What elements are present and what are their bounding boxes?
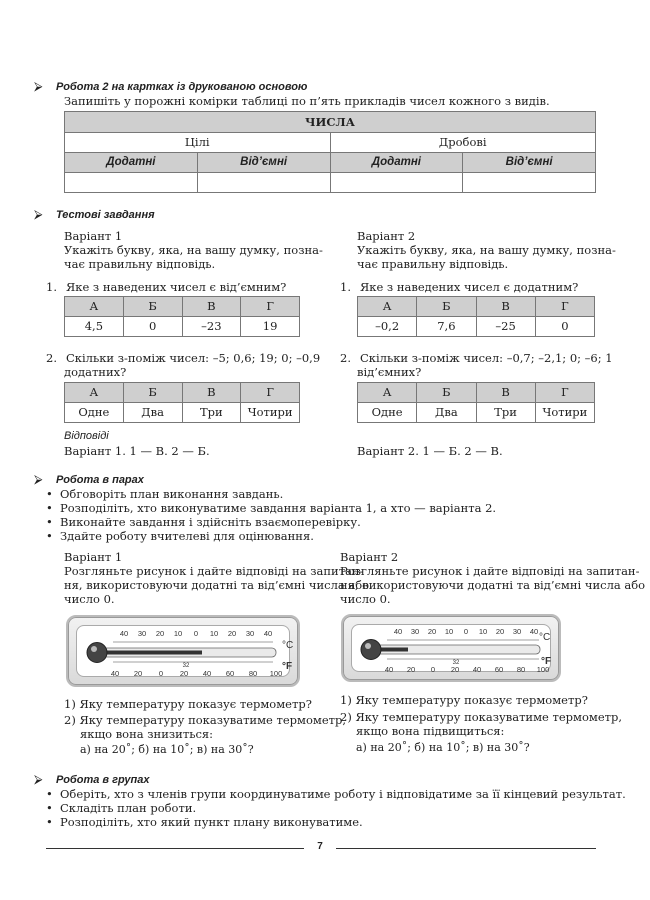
table-col: Додатні xyxy=(65,153,198,173)
question-text: якщо вона підвищиться: xyxy=(356,724,505,738)
answer-value: Чотири xyxy=(241,403,300,423)
bullet-icon: • xyxy=(46,501,53,515)
arrowhead-icon: ⮚ xyxy=(34,472,43,486)
scale-c-label: 10 xyxy=(478,627,488,636)
question-text: Яке з наведених чисел є додатним? xyxy=(360,280,579,294)
answer-value: Два xyxy=(417,403,476,423)
scale-c-label: 0 xyxy=(463,627,469,636)
task-text: Розгляньте рисунок і дайте відповіді на запитан- xyxy=(64,564,364,578)
answer-letter: А xyxy=(358,297,417,317)
scale-c-label: 20 xyxy=(427,627,437,636)
answer-value: 4,5 xyxy=(65,317,124,337)
list-item xyxy=(46,801,196,815)
list-item-text: Оберіть, хто з членів групи координуватиме роботу і відповідатиме за її кінцевий результат. xyxy=(60,787,626,801)
thermometer-mercury xyxy=(102,651,202,655)
scale-c-label: 10 xyxy=(209,629,219,638)
answer-letter: Б xyxy=(417,383,476,403)
answer-letter: В xyxy=(476,383,535,403)
task-text: ня, використовуючи додатні та від’ємні числа або xyxy=(340,578,646,592)
thermometer-bulb xyxy=(87,643,107,663)
answer-value: Три xyxy=(182,403,241,423)
answer-letter: Б xyxy=(417,297,476,317)
answer-value: Три xyxy=(476,403,535,423)
bullet-icon: • xyxy=(46,801,53,815)
scale-c-label: 40 xyxy=(529,627,539,636)
arrowhead-icon: ⮚ xyxy=(34,79,43,93)
scale-c-label: 40 xyxy=(393,627,403,636)
scale-f-label: 80 xyxy=(248,669,258,678)
bullet-icon: • xyxy=(46,529,53,543)
answer-value: Чотири xyxy=(535,403,594,423)
answer-letter: Г xyxy=(241,383,300,403)
variant-label: Варіант 2 xyxy=(357,229,416,243)
thermometer xyxy=(66,615,300,687)
scale-c-label: 0 xyxy=(193,629,199,638)
answers-label: Відповіді xyxy=(64,430,109,442)
answer-value: –23 xyxy=(182,317,241,337)
thermometer-bulb xyxy=(361,640,381,660)
scale-32-label: 32 xyxy=(452,660,460,666)
instruction-line: Укажіть букву, яка, на вашу думку, позна- xyxy=(357,243,616,257)
question xyxy=(46,351,320,365)
question-text: Скільки з-поміж чисел: –0,7; –2,1; 0; –6; 1 xyxy=(360,351,613,365)
list-item xyxy=(46,815,363,829)
footer-rule xyxy=(46,848,304,849)
task-text: число 0. xyxy=(340,592,391,606)
scale-c-label: 30 xyxy=(245,629,255,638)
footer-rule xyxy=(336,848,596,849)
scale-c-label: 30 xyxy=(410,627,420,636)
scale-f-label: 0 xyxy=(158,669,164,678)
work2-instruction: Запишіть у порожні комірки таблиці по п’ять прикладів чисел кожного з видів. xyxy=(64,94,550,108)
answer-letter: Г xyxy=(535,383,594,403)
scale-f-label: 20 xyxy=(179,669,189,678)
answer-letter: Б xyxy=(123,297,182,317)
answer-value: Одне xyxy=(65,403,124,423)
scale-f-label: 40 xyxy=(110,669,120,678)
list-item-text: Обговоріть план виконання завдань. xyxy=(60,487,284,501)
section-work2-header: ⮚ Робота 2 на картках із друкованою основою xyxy=(34,79,308,93)
answer-value: 0 xyxy=(535,317,594,337)
bullet-icon: • xyxy=(46,515,53,529)
answer-letter: В xyxy=(182,383,241,403)
task-text: Розгляньте рисунок і дайте відповіді на запитан- xyxy=(340,564,640,578)
scale-f-label: 40 xyxy=(202,669,212,678)
answer-letter: А xyxy=(358,383,417,403)
scale-f-label: 20 xyxy=(406,665,416,674)
question-text: Скільки з-поміж чисел: –5; 0,6; 19; 0; –0,9 xyxy=(66,351,321,365)
scale-c-label: 40 xyxy=(119,629,129,638)
question-text: 1) Яку температуру показує термометр? xyxy=(340,693,588,707)
answer-letter: Б xyxy=(123,383,182,403)
scale-c-label: 10 xyxy=(444,627,454,636)
answer-value: –0,2 xyxy=(358,317,417,337)
bullet-icon: • xyxy=(46,815,53,829)
scale-f-label: 60 xyxy=(494,665,504,674)
list-item xyxy=(46,515,361,529)
table-col: Від’ємні xyxy=(463,153,596,173)
thermometer xyxy=(341,614,561,682)
bullet-icon: • xyxy=(46,487,53,501)
task-text: число 0. xyxy=(64,592,115,606)
question-options: а) на 20˚; б) на 10˚; в) на 30˚? xyxy=(356,741,530,754)
thermometer-scale xyxy=(68,617,302,689)
answer-table xyxy=(357,296,595,337)
fahrenheit-label: °F xyxy=(282,661,293,672)
table-head: ЧИСЛА xyxy=(65,112,596,133)
question-number: 2. xyxy=(46,351,57,365)
question-number: 2. xyxy=(340,351,351,365)
arrowhead-icon: ⮚ xyxy=(34,207,43,221)
scale-f-label: 20 xyxy=(450,665,460,674)
section-tests-header: ⮚ Тестові завдання xyxy=(34,207,155,221)
celsius-label: °C xyxy=(282,640,294,651)
arrowhead-icon: ⮚ xyxy=(34,772,43,786)
answer-value: 19 xyxy=(241,317,300,337)
answer-letter: А xyxy=(65,297,124,317)
table-cell xyxy=(330,173,463,193)
scale-c-label: 20 xyxy=(155,629,165,638)
list-item xyxy=(46,501,496,515)
list-item xyxy=(46,487,283,501)
section-pairs-header: ⮚ Робота в парах xyxy=(34,472,144,486)
table-cell xyxy=(463,173,596,193)
numbers-table xyxy=(64,111,596,193)
table-group-fractions: Дробові xyxy=(330,133,596,153)
list-item-text: Розподіліть, хто який пункт плану виконуватиме. xyxy=(60,815,363,829)
task-text: ня, використовуючи додатні та від’ємні числа або xyxy=(64,578,370,592)
table-group-integers: Цілі xyxy=(65,133,331,153)
list-item xyxy=(46,529,314,543)
scale-f-label: 40 xyxy=(472,665,482,674)
scale-f-label: 80 xyxy=(516,665,526,674)
question-text: Яке з наведених чисел є від’ємним? xyxy=(66,280,287,294)
instruction-line: чає правильну відповідь. xyxy=(64,257,216,271)
table-cell xyxy=(65,173,198,193)
instruction-line: Укажіть букву, яка, на вашу думку, позна- xyxy=(64,243,323,257)
scale-c-label: 20 xyxy=(227,629,237,638)
scale-c-label: 30 xyxy=(137,629,147,638)
list-item-text: Здайте роботу вчителеві для оцінювання. xyxy=(60,529,314,543)
instruction-line: чає правильну відповідь. xyxy=(357,257,509,271)
scale-c-label: 40 xyxy=(263,629,273,638)
celsius-label: °C xyxy=(539,632,551,643)
variant-label: Варіант 1 xyxy=(64,229,123,243)
scale-c-label: 30 xyxy=(512,627,522,636)
answer-letter: В xyxy=(182,297,241,317)
question-options: а) на 20˚; б) на 10˚; в) на 30˚? xyxy=(80,743,254,756)
answer-value: 0 xyxy=(123,317,182,337)
answer-letter: А xyxy=(65,383,124,403)
scale-c-label: 20 xyxy=(495,627,505,636)
answers-variant2: Варіант 2. 1 — Б. 2 — В. xyxy=(357,444,503,458)
scale-f-label: 100 xyxy=(536,665,550,674)
question-text: від’ємних? xyxy=(357,365,422,379)
variant-label: Варіант 2 xyxy=(340,550,399,564)
scale-f-label: 60 xyxy=(225,669,235,678)
list-item-text: Розподіліть, хто виконуватиме завдання варіанта 1, а хто — варіанта 2. xyxy=(60,501,497,515)
scale-32-label: 32 xyxy=(182,663,190,669)
answer-letter: В xyxy=(476,297,535,317)
thermometer-scale xyxy=(343,616,563,684)
answer-value: 7,6 xyxy=(417,317,476,337)
scale-f-label: 100 xyxy=(269,669,283,678)
question-text: якщо вона знизиться: xyxy=(80,727,214,741)
question-text: 2) Яку температуру показуватиме термометр, xyxy=(340,710,623,724)
answers-variant1: Варіант 1. 1 — В. 2 — Б. xyxy=(64,444,210,458)
list-item-text: Виконайте завдання і здійсніть взаємоперевірку. xyxy=(60,515,361,529)
answer-letter: Г xyxy=(241,297,300,317)
answer-table xyxy=(64,296,300,337)
page-number: 7 xyxy=(317,841,323,852)
answer-value: Два xyxy=(123,403,182,423)
scale-f-label: 20 xyxy=(133,669,143,678)
list-item xyxy=(46,787,626,801)
question xyxy=(46,280,286,294)
list-item-text: Складіть план роботи. xyxy=(60,801,197,815)
question-text: 1) Яку температуру показує термометр? xyxy=(64,697,312,711)
scale-c-label: 10 xyxy=(173,629,183,638)
answer-value: Одне xyxy=(358,403,417,423)
question-number: 1. xyxy=(46,280,57,294)
scale-f-label: 40 xyxy=(384,665,394,674)
answer-value: –25 xyxy=(476,317,535,337)
table-col: Додатні xyxy=(330,153,463,173)
fahrenheit-label: °F xyxy=(541,656,552,667)
question xyxy=(340,351,613,365)
scale-f-label: 0 xyxy=(430,665,436,674)
answer-table xyxy=(357,382,595,423)
question-text: додатних? xyxy=(64,365,127,379)
question xyxy=(340,280,578,294)
table-cell xyxy=(197,173,330,193)
answer-table xyxy=(64,382,300,423)
question-number: 1. xyxy=(340,280,351,294)
answer-letter: Г xyxy=(535,297,594,317)
section-groups-header: ⮚ Робота в групах xyxy=(34,772,150,786)
table-col: Від’ємні xyxy=(197,153,330,173)
bullet-icon: • xyxy=(46,787,53,801)
variant-label: Варіант 1 xyxy=(64,550,123,564)
question-text: 2) Яку температуру показуватиме термометр, xyxy=(64,713,347,727)
